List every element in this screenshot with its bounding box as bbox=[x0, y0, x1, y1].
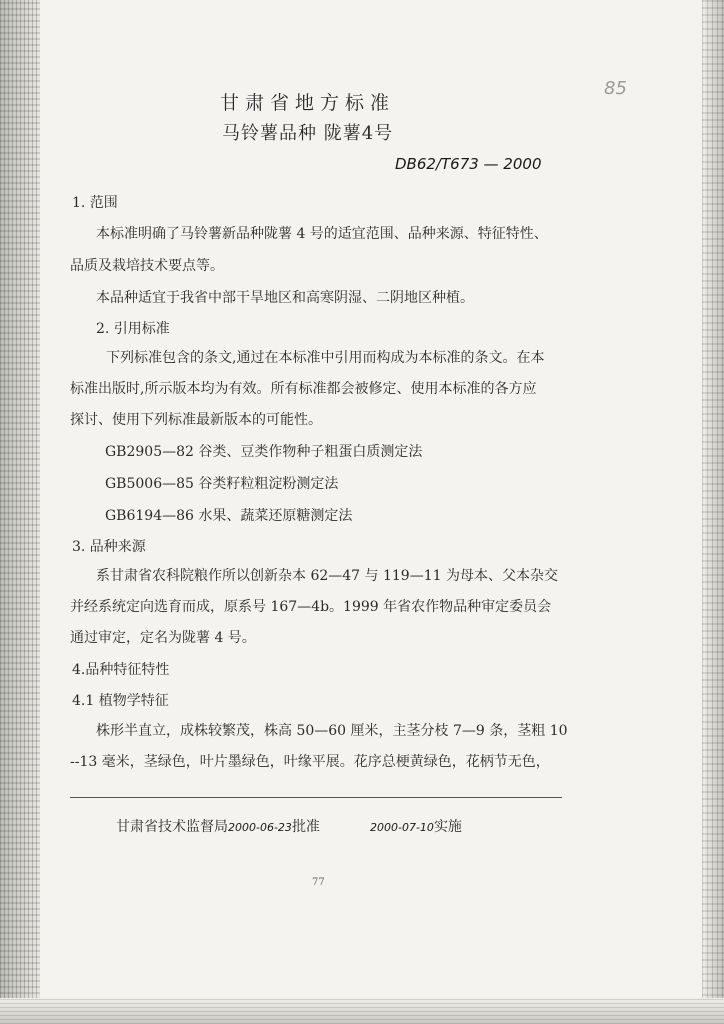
document-title: 甘肃省地方标准 bbox=[220, 92, 396, 114]
paragraph-line: 并经系统定向选育而成，原系号 167—4b。1999 年省农作物品种审定委员会 bbox=[70, 599, 552, 615]
paragraph-line: 系甘肃省农科院粮作所以创新杂本 62—47 与 119—11 为母本、父本杂交 bbox=[96, 568, 558, 584]
section-3-heading: 3. 品种来源 bbox=[72, 539, 146, 555]
corner-handwritten-mark: 85 bbox=[604, 78, 627, 99]
reference-standard: GB2905—82 谷类、豆类作物种子粗蛋白质测定法 bbox=[105, 444, 423, 460]
approval-line bbox=[116, 818, 320, 837]
reference-standard: GB6194—86 水果、蔬菜还原糖测定法 bbox=[105, 508, 353, 524]
document-subtitle: 马铃薯品种 陇薯4号 bbox=[222, 123, 394, 144]
paragraph-line: 标准出版时,所示版本均为有效。所有标准都会被修定、使用本标准的各方应 bbox=[70, 381, 537, 397]
approve-label: 批准 bbox=[291, 819, 320, 835]
scan-edge-left bbox=[0, 0, 40, 1024]
footer-divider bbox=[70, 797, 562, 798]
scan-edge-right bbox=[702, 0, 724, 1024]
paragraph-line: 品质及栽培技术要点等。 bbox=[70, 258, 224, 274]
paragraph-line: 下列标准包含的条文,通过在本标准中引用而构成为本标准的条文。在本 bbox=[106, 350, 545, 366]
page-number: 77 bbox=[312, 877, 325, 888]
effective-line bbox=[370, 818, 462, 837]
issuer: 甘肃省技术监督局 bbox=[116, 819, 228, 835]
paragraph-line: 探讨、使用下列标准最新版本的可能性。 bbox=[70, 412, 322, 428]
paragraph-line: 本标准明确了马铃薯新品种陇薯 4 号的适宜范围、品种来源、特征特性、 bbox=[96, 226, 548, 242]
approve-date: 2000-06-23 bbox=[228, 821, 292, 834]
section-4-1-heading: 4.1 植物学特征 bbox=[72, 693, 169, 709]
reference-standard: GB5006—85 谷类籽粒粗淀粉测定法 bbox=[105, 476, 339, 492]
paragraph-line: --13 毫米，茎绿色，叶片墨绿色，叶缘平展。花序总梗黄绿色，花柄节无色， bbox=[70, 754, 550, 770]
effective-date: 2000-07-10 bbox=[370, 821, 434, 834]
standard-number: DB62/T673 — 2000 bbox=[395, 155, 542, 173]
section-4-heading: 4.品种特征特性 bbox=[72, 662, 170, 678]
paragraph-line: 株形半直立，成株较繁茂，株高 50—60 厘米，主茎分枝 7—9 条，茎粗 10 bbox=[96, 723, 568, 739]
section-2-heading: 2. 引用标准 bbox=[96, 321, 170, 337]
paragraph-line: 通过审定，定名为陇薯 4 号。 bbox=[70, 630, 256, 646]
scan-edge-bottom bbox=[0, 998, 724, 1024]
section-1-heading: 1. 范围 bbox=[72, 195, 118, 211]
effective-label: 实施 bbox=[433, 819, 462, 835]
paragraph-line: 本品种适宜于我省中部干旱地区和高寒阴湿、二阴地区种植。 bbox=[96, 290, 474, 306]
